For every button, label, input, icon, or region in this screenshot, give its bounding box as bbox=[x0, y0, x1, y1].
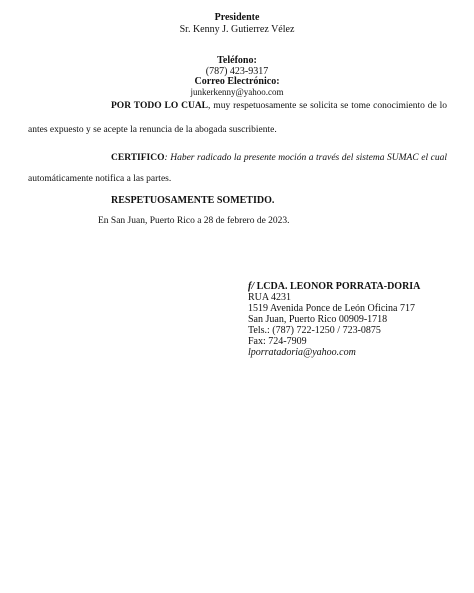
email-label: Correo Electrónico: bbox=[194, 76, 280, 87]
president-name: Sr. Kenny J. Gutierrez Vélez bbox=[179, 24, 295, 35]
address-line2: San Juan, Puerto Rico 00909-1718 bbox=[248, 314, 388, 325]
president-title: Presidente bbox=[214, 12, 260, 23]
telephones: Tels.: (787) 722-1250 / 723-0875 bbox=[248, 325, 381, 336]
certifico-paragraph-line1 bbox=[111, 153, 447, 163]
attorney-email: lporratadoria@yahoo.com bbox=[248, 347, 356, 358]
phone-value: (787) 423-9317 bbox=[205, 66, 269, 77]
por-todo-paragraph-line2: antes expuesto y se acepte la renuncia de la abogada suscribiente. bbox=[28, 125, 277, 135]
email-value: junkerkenny@yahoo.com bbox=[190, 87, 284, 97]
por-todo-text: , muy respetuosamente se solicita se tome conocimiento de lo bbox=[208, 101, 447, 111]
signature-name-line bbox=[248, 281, 420, 292]
signature-mark: f/ bbox=[248, 281, 255, 292]
certifico-text: : Haber radicado la presente moción a través del sistema SUMAC el cual bbox=[164, 153, 447, 163]
por-todo-paragraph-line1 bbox=[111, 101, 447, 111]
respetuosamente-sometido: RESPETUOSAMENTE SOMETIDO. bbox=[111, 195, 275, 206]
phone-label: Teléfono: bbox=[217, 55, 257, 66]
certifico-bold: CERTIFICO bbox=[111, 153, 165, 163]
por-todo-bold: POR TODO LO CUAL bbox=[111, 101, 209, 111]
place-date: En San Juan, Puerto Rico a 28 de febrero de 2023. bbox=[98, 216, 290, 226]
address-line1: 1519 Avenida Ponce de León Oficina 717 bbox=[248, 303, 415, 314]
certifico-paragraph-line2: automáticamente notifica a las partes. bbox=[28, 174, 172, 184]
rua-number: RUA 4231 bbox=[248, 292, 292, 303]
fax: Fax: 724-7909 bbox=[248, 336, 307, 347]
attorney-name: LCDA. LEONOR PORRATA-DORIA bbox=[256, 281, 421, 292]
